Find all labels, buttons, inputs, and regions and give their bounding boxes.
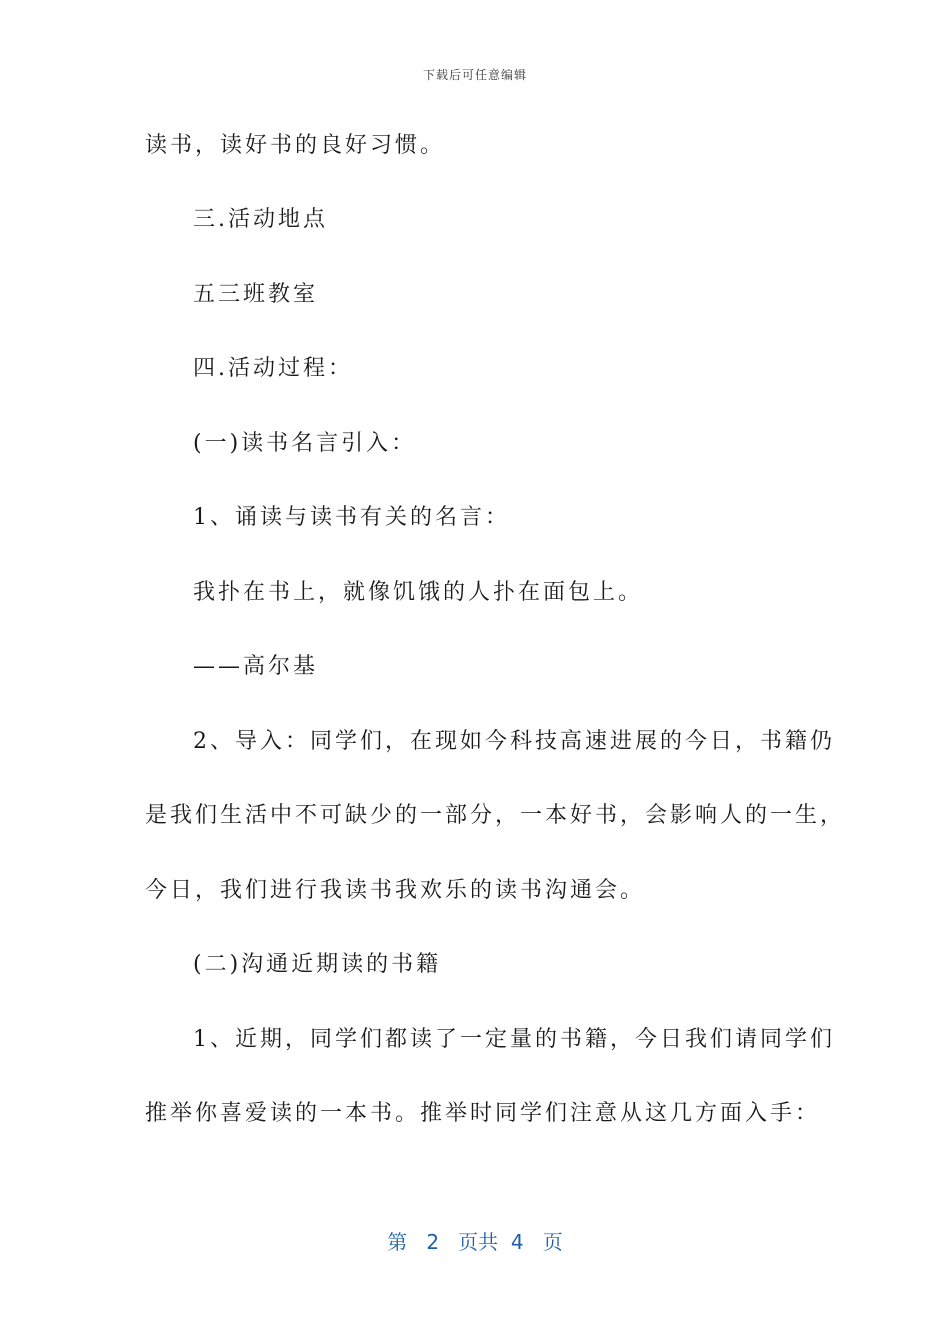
current-page-number: 2 — [426, 1230, 440, 1254]
page-middle: 页共 — [458, 1230, 499, 1254]
page-number-footer — [0, 1226, 950, 1255]
section-heading-process: 四.活动过程： — [193, 356, 353, 381]
subsection-heading-books: (二)沟通近期读的书籍 — [193, 952, 442, 977]
body-line-intro-cont-1: 是我们生活中不可缺少的一部分，一本好书，会影响人的一生， — [145, 803, 846, 828]
quote-text: 我扑在书上，就像饥饿的人扑在面包上。 — [193, 580, 644, 605]
list-item-intro: 2、导入：同学们，在现如今科技高速进展的今日，书籍仍 — [193, 729, 835, 754]
page-suffix: 页 — [542, 1230, 563, 1254]
header-note: 下载后可任意编辑 — [422, 68, 527, 82]
list-item-recite: 1、诵读与读书有关的名言： — [193, 505, 510, 530]
body-line-recent-cont: 推举你喜爱读的一本书。推举时同学们注意从这几方面入手： — [145, 1101, 821, 1126]
page-prefix: 第 — [387, 1230, 408, 1254]
body-line-intro-cont-2: 今日，我们进行我读书我欢乐的读书沟通会。 — [145, 878, 646, 903]
body-line-1: 读书，读好书的良好习惯。 — [145, 133, 446, 158]
total-pages-number: 4 — [510, 1230, 524, 1254]
body-line-location: 五三班教室 — [193, 282, 319, 307]
section-heading-location: 三.活动地点 — [193, 207, 328, 232]
quote-author: ——高尔基 — [193, 654, 319, 679]
list-item-recent: 1、近期，同学们都读了一定量的书籍，今日我们请同学们 — [193, 1027, 835, 1052]
subsection-heading-quotes: (一)读书名言引入： — [193, 431, 417, 456]
